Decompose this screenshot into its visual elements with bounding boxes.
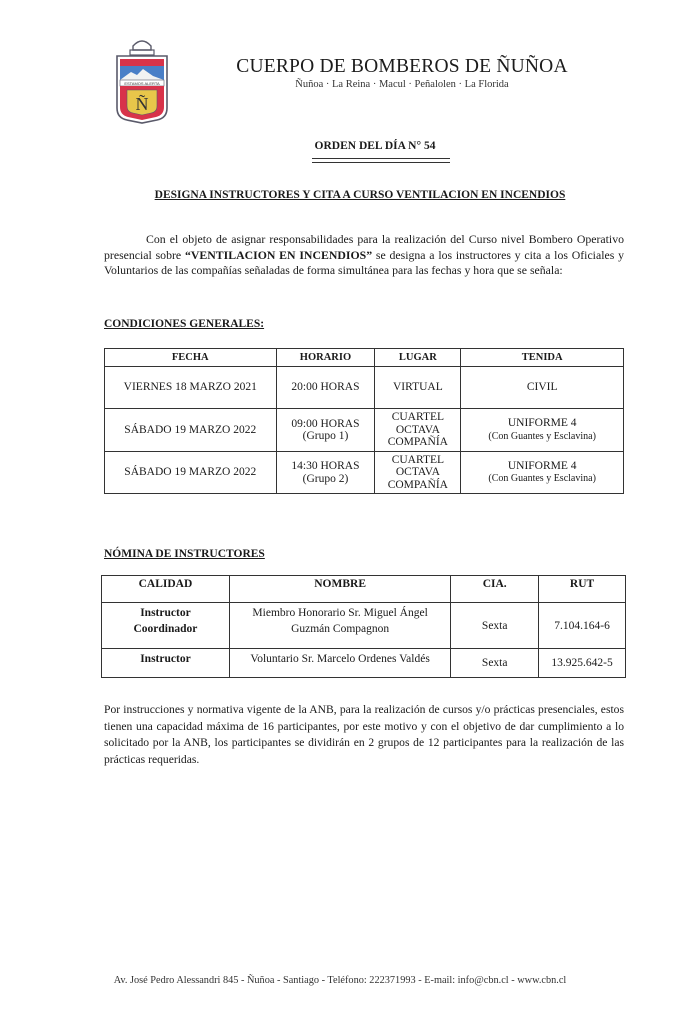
crest-motto: ESTAMOS ALERTA bbox=[124, 81, 160, 86]
horario-group: (Grupo 2) bbox=[302, 472, 349, 485]
footer-contact-info: Av. José Pedro Alessandri 845 - Ñuñoa - Santiago - Teléfono: 222371993 - E-mail: info@cbn.cl - www.cbn.cl bbox=[113, 975, 567, 986]
cell-fecha: VIERNES 18 MARZO 2021 bbox=[105, 367, 277, 409]
order-title: ORDEN DEL DÍA N° 54 bbox=[314, 140, 436, 152]
horario-time: 20:00 HORAS bbox=[291, 381, 360, 394]
cell-fecha: SÁBADO 19 MARZO 2022 bbox=[105, 452, 277, 494]
tenida-note: (Con Guantes y Esclavina) bbox=[488, 430, 596, 442]
fire-department-crest-logo bbox=[113, 34, 171, 124]
table-row bbox=[102, 649, 626, 678]
closing-paragraph: Por instrucciones y normativa vigente de la ANB, para la realización de cursos y/o prácticas presenciales, estos tienen una capacidad máxima de 16 participantes, por este motivo y con el objetivo de dar cumplimiento a lo solicitado por la ANB, los participantes se dividirán en 2 grupos de 12 participantes para la realización de las prácticas requeridas. bbox=[104, 703, 624, 766]
cell-tenida bbox=[461, 452, 624, 494]
conditions-heading: CONDICIONES GENERALES: bbox=[104, 318, 265, 330]
cell-lugar: VIRTUAL bbox=[375, 367, 461, 409]
cell-cia: Sexta bbox=[451, 649, 539, 678]
conditions-table bbox=[104, 348, 624, 494]
cell-horario bbox=[276, 409, 375, 452]
tenida-main: UNIFORME 4 bbox=[507, 459, 577, 472]
cell-calidad: Instructor Coordinador bbox=[102, 603, 230, 649]
cell-tenida: CIVIL bbox=[461, 367, 624, 409]
cell-rut: 7.104.164-6 bbox=[539, 603, 626, 649]
table-row bbox=[105, 409, 624, 452]
col-header-fecha: FECHA bbox=[105, 349, 277, 367]
table-row bbox=[105, 367, 624, 409]
cell-lugar: CUARTEL OCTAVA COMPAÑÍA bbox=[375, 409, 461, 452]
col-header-rut: RUT bbox=[539, 576, 626, 603]
cell-nombre: Miembro Honorario Sr. Miguel Ángel Guzmán Compagnon bbox=[229, 603, 450, 649]
col-header-calidad: CALIDAD bbox=[102, 576, 230, 603]
cell-calidad: Instructor bbox=[102, 649, 230, 678]
cell-horario bbox=[276, 367, 375, 409]
crest-crown bbox=[133, 41, 151, 50]
instructors-header-row bbox=[102, 576, 626, 603]
crest-letter: Ñ bbox=[135, 94, 149, 114]
crest-red-band bbox=[120, 59, 164, 66]
table-row bbox=[102, 603, 626, 649]
col-header-horario: HORARIO bbox=[276, 349, 375, 367]
cell-nombre: Voluntario Sr. Marcelo Ordenes Valdés bbox=[229, 649, 450, 678]
intro-text-part2: se designa a los instructores y cita a los Oficiales y Voluntarios de las compañías señaladas de forma simultánea para las fechas y hora que se señala: bbox=[104, 247, 624, 277]
horario-group: (Grupo 1) bbox=[302, 430, 349, 442]
col-header-tenida: TENIDA bbox=[461, 349, 624, 367]
instructors-table bbox=[101, 575, 626, 678]
cell-fecha: SÁBADO 19 MARZO 2022 bbox=[105, 409, 277, 452]
col-header-lugar: LUGAR bbox=[375, 349, 461, 367]
col-header-cia: CIA. bbox=[451, 576, 539, 603]
organization-communes: Ñuñoa · La Reina · Macul · Peñalolen · La Florida bbox=[295, 79, 509, 90]
cell-tenida bbox=[461, 409, 624, 452]
table-row bbox=[105, 452, 624, 494]
horario-time: 09:00 HORAS bbox=[291, 417, 360, 430]
tenida-main: UNIFORME 4 bbox=[507, 417, 577, 429]
intro-text-part1: Con el objeto de asignar responsabilidades para la realización del Curso nivel Bombero Operativo presencial sobre bbox=[104, 232, 624, 262]
organization-title: CUERPO DE BOMBEROS DE ÑUÑOA bbox=[236, 56, 568, 77]
order-subject: DESIGNA INSTRUCTORES Y CITA A CURSO VENTILACION EN INCENDIOS bbox=[154, 189, 566, 201]
intro-paragraph bbox=[104, 232, 624, 279]
cell-cia: Sexta bbox=[451, 603, 539, 649]
order-title-double-rule bbox=[312, 158, 450, 163]
horario-time: 14:30 HORAS bbox=[291, 460, 360, 472]
cell-lugar: CUARTEL OCTAVA COMPAÑÍA bbox=[375, 452, 461, 494]
instructors-heading: NÓMINA DE INSTRUCTORES bbox=[104, 548, 265, 560]
col-header-nombre: NOMBRE bbox=[229, 576, 450, 603]
cell-rut: 13.925.642-5 bbox=[539, 649, 626, 678]
conditions-header-row bbox=[105, 349, 624, 367]
tenida-note: (Con Guantes y Esclavina) bbox=[488, 473, 596, 484]
cell-horario bbox=[276, 452, 375, 494]
intro-emphasis: “VENTILACION EN INCENDIOS” bbox=[184, 247, 373, 262]
